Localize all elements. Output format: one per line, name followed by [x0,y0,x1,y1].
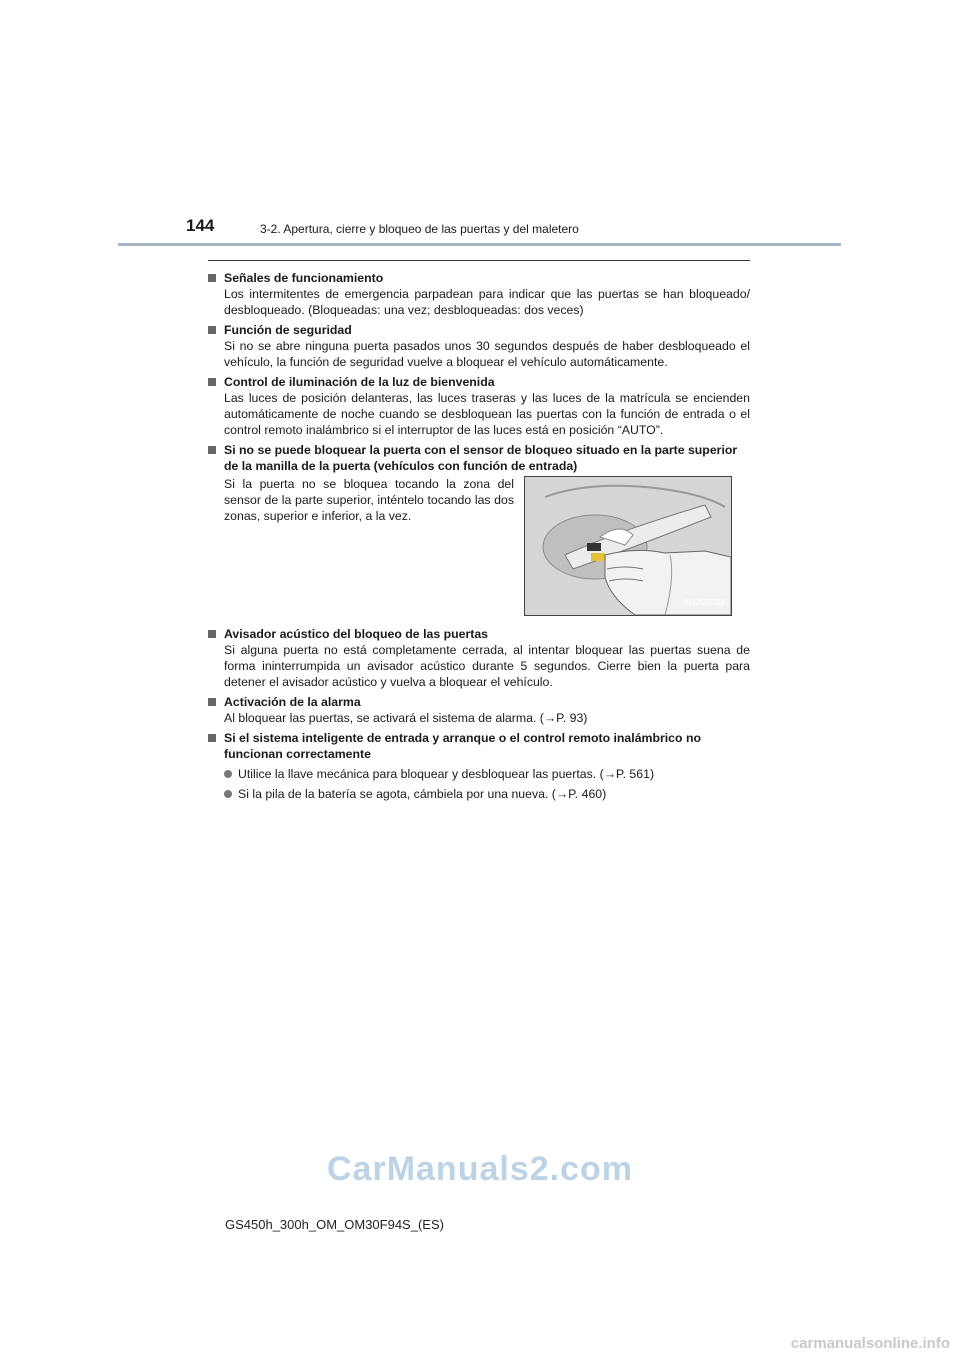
header-rule [118,243,841,246]
bullet-text: Utilice la llave mecánica para bloquear y desbloquear las puertas. (→P. 561) [238,767,655,781]
section-heading: Función de seguridad [224,323,352,337]
section-text: Si la puerta no se bloquea tocando la zona del sensor de la parte superior, inténtelo tocando las dos zonas, superior e inferior, a la vez. [224,477,514,523]
content-body [208,270,750,806]
door-handle-illustration [524,476,732,616]
bullet-text: Si la pila de la batería se agota, cámbiela por una nueva. (→P. 460) [238,787,607,801]
section-lock-buzzer [208,626,750,690]
section-text: Al bloquear las puertas, se activará el sistema de alarma. (→P. 93) [224,711,588,725]
section-heading: Activación de la alarma [224,695,361,709]
document-code: GS450h_300h_OM_OM30F94S_(ES) [225,1217,444,1232]
section-text: Los intermitentes de emergencia parpadean para indicar que las puertas se han bloqueado/ desbloqueado. (Bloqueadas: una vez; desbloqueadas: dos veces) [224,287,750,317]
section-text: Si alguna puerta no está completamente cerrada, al intentar bloquear las puertas suena de forma ininterrumpida un avisador acústico durante 5 segundos. Cierre bien la puerta para detener el avisador acústico y vuelva a bloquear el vehículo. [224,643,750,689]
figure-code-label: IN32GS198 [683,598,725,607]
section-text: Si no se abre ninguna puerta pasados unos 30 segundos después de haber desbloqueado el vehículo, la función de seguridad vuelve a bloquear el vehículo automáticamente. [224,339,750,369]
section-heading: Señales de funcionamiento [224,271,384,285]
square-bullet-icon [208,698,216,706]
section-rule [208,260,750,261]
section-security-function [208,322,750,370]
header-title: 3-2. Apertura, cierre y bloqueo de las puertas y del maletero [260,222,579,236]
watermark-logo: CarManuals2.com [327,1150,633,1188]
square-bullet-icon [208,326,216,334]
section-heading: Control de iluminación de la luz de bienvenida [224,375,495,389]
square-bullet-icon [208,446,216,454]
section-alarm-activation [208,694,750,726]
square-bullet-icon [208,630,216,638]
section-heading: Si no se puede bloquear la puerta con el sensor de bloqueo situado en la parte superior de la manilla de la puerta (vehículos con función de entrada) [224,443,738,473]
list-item [224,786,750,802]
square-bullet-icon [208,378,216,386]
section-heading: Si el sistema inteligente de entrada y arranque o el control remoto inalámbrico no funcionan correctamente [224,731,701,761]
square-bullet-icon [208,734,216,742]
footer-watermark: carmanualsonline.info [790,1335,950,1352]
round-bullet-icon [224,770,232,778]
section-lock-sensor [208,442,750,616]
section-heading: Avisador acústico del bloqueo de las puertas [224,627,488,641]
section-text: Las luces de posición delanteras, las luces traseras y las luces de la matrícula se encienden automáticamente de noche cuando se desbloquean las puertas con la función de entrada o el control remoto inalámbrico si el interruptor de las luces está en posición “AUTO”. [224,391,750,437]
page-number: 144 [186,216,215,235]
list-item [224,766,750,782]
section-system-malfunction [208,730,750,802]
square-bullet-icon [208,274,216,282]
section-operation-signals [208,270,750,318]
section-welcome-light [208,374,750,438]
round-bullet-icon [224,790,232,798]
